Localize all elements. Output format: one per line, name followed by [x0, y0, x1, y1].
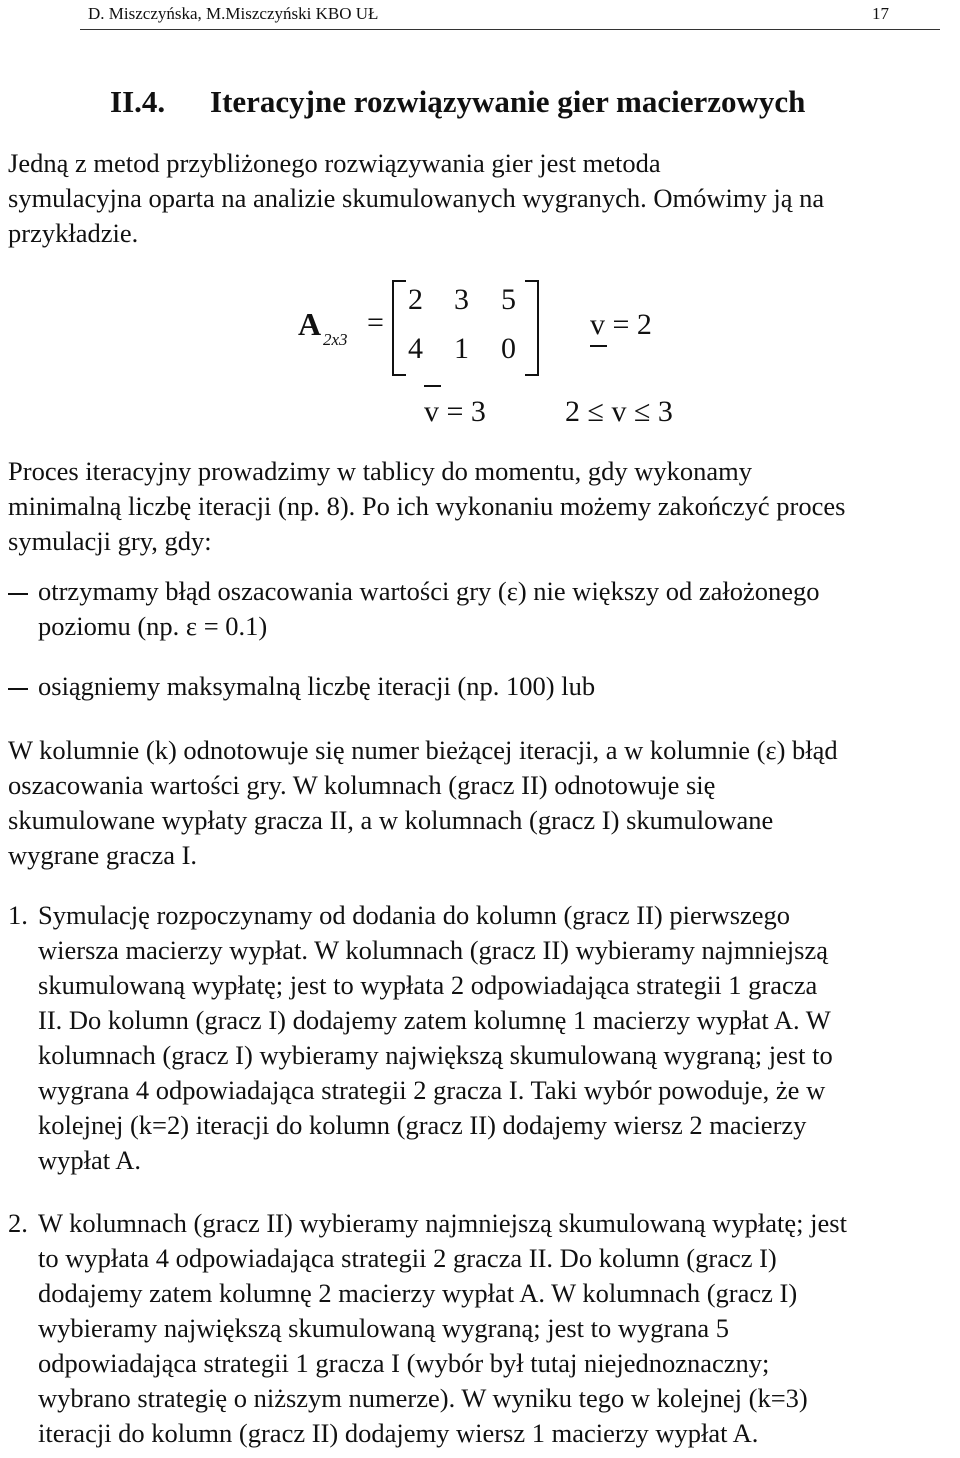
text-line: kolejnej (k=2) iteracji do kolumn (gracz II) dodajemy wiersz 2 macierzy: [38, 1110, 807, 1140]
text-line: wygrane gracza I.: [8, 840, 198, 870]
page-number: 17: [872, 4, 889, 23]
text-line: otrzymamy błąd oszacowania wartości gry (ε) nie większy od założonego: [38, 576, 820, 606]
text-line: W kolumnie (k) odnotowuje się numer bieżącej iteracji, a w kolumnie (ε) błąd: [8, 735, 838, 765]
matrix-cell: 5: [501, 283, 516, 316]
step-number: 2.: [8, 1208, 28, 1238]
text-line: W kolumnach (gracz II) wybieramy najmniejszą skumulowaną wypłatę; jest: [38, 1208, 847, 1238]
text-line: przykładzie.: [8, 218, 139, 248]
text-line: symulacyjna oparta na analizie skumulowanych wygranych. Omówimy ją na: [8, 183, 825, 213]
bullet-dash: [8, 688, 28, 690]
text-line: wybieramy największą skumulowaną wygraną; jest to wygrana 5: [38, 1313, 730, 1343]
text-line: osiągniemy maksymalną liczbę iteracji (np. 100) lub: [38, 671, 596, 701]
equals-sign: =: [367, 306, 384, 339]
text-line: iteracji do kolumn (gracz II) dodajemy wiersz 1 macierzy wypłat A.: [38, 1418, 759, 1448]
text-line: kolumnach (gracz I) wybieramy największą skumulowaną wygraną; jest to: [38, 1040, 833, 1070]
matrix-cell: 1: [454, 332, 469, 365]
text-line: skumulowane wypłaty gracza II, a w kolumnach (gracz I) skumulowane: [8, 805, 774, 835]
page-header: [80, 0, 940, 30]
game-value-range: 2 ≤ v ≤ 3: [565, 395, 673, 428]
process-paragraph: [8, 454, 845, 559]
header-authors: D. Miszczyńska, M.Miszczyński KBO UŁ: [88, 4, 379, 23]
section-number: II.4.: [110, 84, 166, 119]
matrix-cell: 0: [501, 332, 516, 365]
lower-game-value: v = 2: [590, 308, 652, 341]
columns-paragraph: [8, 733, 838, 873]
matrix-cell: 4: [408, 332, 423, 365]
text-line: poziomu (np. ε = 0.1): [38, 611, 268, 641]
text-line: to wypłata 4 odpowiadająca strategii 2 gracza II. Do kolumn (gracz I): [38, 1243, 777, 1273]
matrix-dims: 2x3: [323, 330, 348, 349]
matrix-left-bracket: [392, 280, 406, 376]
text-line: oszacowania wartości gry. W kolumnach (gracz II) odnotowuje się: [8, 770, 716, 800]
text-line: wiersza macierzy wypłat. W kolumnach (gracz II) wybieramy najmniejszą: [38, 935, 829, 965]
text-line: Proces iteracyjny prowadzimy w tablicy do momentu, gdy wykonamy: [8, 456, 753, 486]
header-rule: [80, 29, 940, 30]
matrix-cell: 2: [408, 283, 423, 316]
text-line: Jedną z metod przybliżonego rozwiązywania gier jest metoda: [8, 148, 661, 178]
text-line: dodajemy zatem kolumnę 2 macierzy wypłat A. W kolumnach (gracz I): [38, 1278, 798, 1308]
text-line: Symulację rozpoczynamy od dodania do kolumn (gracz II) pierwszego: [38, 900, 791, 930]
upper-game-value: v = 3: [424, 395, 486, 428]
text-line: minimalną liczbę iteracji (np. 8). Po ich wykonaniu możemy zakończyć proces: [8, 491, 846, 521]
matrix-right-bracket: [525, 280, 539, 376]
step-text: [38, 1206, 847, 1451]
text-line: wypłat A.: [38, 1145, 142, 1175]
bullet-dash: [8, 593, 28, 595]
step-text: [38, 898, 833, 1178]
matrix-cell: 3: [454, 283, 469, 316]
text-line: wygrana 4 odpowiadająca strategii 2 gracza I. Taki wybór powoduje, że w: [38, 1075, 826, 1105]
list-item: [38, 669, 595, 704]
upper-value-overline: [424, 385, 441, 387]
step-number: 1.: [8, 900, 28, 930]
intro-paragraph: [8, 146, 824, 251]
text-line: wybrano strategię o niższym numerze). W wyniku tego w kolejnej (k=3): [38, 1383, 808, 1413]
text-line: II. Do kolumn (gracz I) dodajemy zatem kolumnę 1 macierzy wypłat A. W: [38, 1005, 831, 1035]
text-line: symulacji gry, gdy:: [8, 526, 212, 556]
matrix-name: A: [298, 306, 322, 342]
section-title: Iteracyjne rozwiązywanie gier macierzowych: [210, 84, 806, 119]
text-line: skumulowaną wypłatę; jest to wypłata 2 odpowiadająca strategii 1 gracza: [38, 970, 818, 1000]
list-item: [38, 574, 820, 644]
lower-value-underline: [590, 345, 607, 347]
section-heading: [110, 84, 805, 120]
text-line: odpowiadająca strategii 1 gracza I (wybór był tutaj niejednoznaczny;: [38, 1348, 770, 1378]
